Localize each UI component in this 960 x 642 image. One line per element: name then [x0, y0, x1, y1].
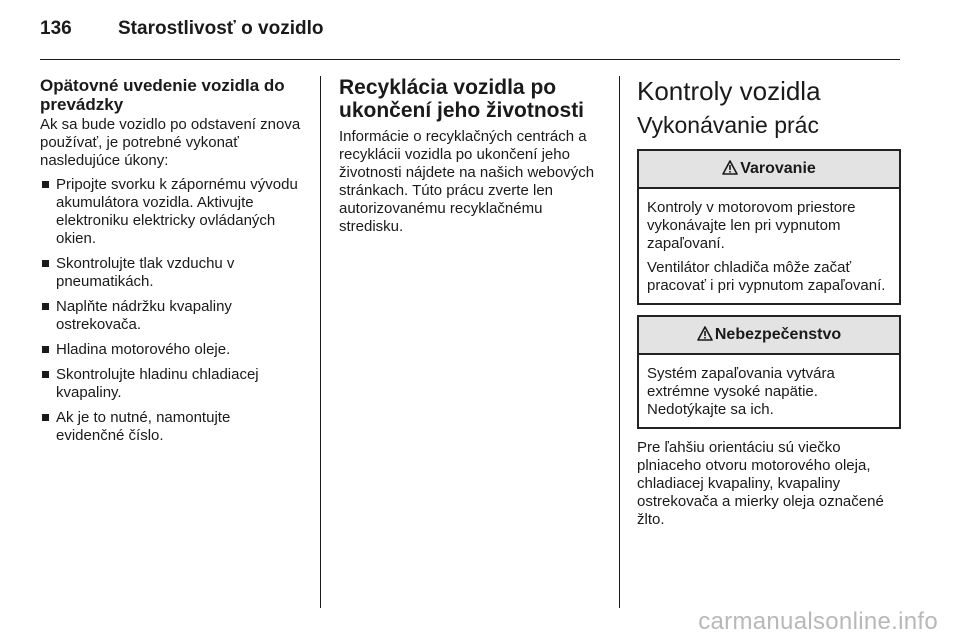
warning-box: [637, 149, 901, 305]
warning-paragraph: Ventilátor chladiča môže začať pracovať i pri vypnutom zapaľovaní.: [647, 259, 886, 294]
column-recycling: [339, 76, 607, 236]
page-header: [40, 18, 900, 48]
section-heading-recycling: Recyklácia vozidla po ukončení jeho životnosti: [339, 76, 585, 122]
color-coding-text: Pre ľahšiu orientáciu sú viečko plniaceho otvoru motorového oleja, chladiacej kvapaliny, kvapaliny ostrekovača a mierky oleja označené žlto.: [637, 439, 884, 528]
reactivation-checklist: [40, 176, 302, 445]
section-heading-reactivation: Opätovné uvedenie vozidla do prevádzky: [40, 76, 285, 114]
reactivation-intro: Ak sa bude vozidlo po odstavení znova používať, je potrebné vykonať nasledujúce úkony:: [40, 116, 301, 169]
section-heading-vehicle-checks: Kontroly vozidla: [637, 76, 821, 106]
column-divider-1: [320, 76, 321, 608]
list-item: Skontrolujte hladinu chladiacej kvapaliny.: [40, 366, 302, 402]
danger-paragraph: Systém zapaľovania vytvára extrémne vysoké napätie. Nedotýkajte sa ich.: [647, 365, 835, 418]
recycling-text: Informácie o recyklačných centrách a recyklácii vozidla po ukončení jeho životnosti nájdete na našich webových stránkach. Túto prácu zverte len autorizovanému recyklačnému stredisku.: [339, 128, 595, 235]
danger-box: [637, 315, 901, 429]
list-item: Ak je to nutné, namontujte evidenčné číslo.: [40, 409, 302, 445]
warning-triangle-icon: [697, 326, 713, 341]
subheading-performing-work: Vykonávanie prác: [637, 112, 819, 138]
danger-body: [639, 355, 899, 427]
list-item: Pripojte svorku k zápornému vývodu akumulátora vozidla. Aktivujte elektroniku elektricky ovládaných okien.: [40, 176, 302, 248]
list-item: Skontrolujte tlak vzduchu v pneumatikách.: [40, 255, 302, 291]
column-divider-2: [619, 76, 620, 608]
danger-title: Nebezpečenstvo: [714, 326, 842, 343]
header-divider: [40, 59, 900, 60]
warning-title: Varovanie: [740, 160, 816, 177]
column-reactivation: [40, 76, 302, 452]
watermark: carmanualsonline.info: [698, 608, 938, 635]
page-title: Starostlivosť o vozidlo: [118, 18, 324, 39]
page-number: 136: [40, 18, 72, 39]
warning-triangle-icon: [722, 160, 738, 175]
warning-header: [639, 151, 899, 189]
list-item: Hladina motorového oleje.: [40, 341, 302, 359]
warning-body: [639, 189, 899, 303]
column-vehicle-checks: [637, 76, 901, 529]
danger-header: [639, 317, 899, 355]
warning-paragraph: Kontroly v motorovom priestore vykonávajte len pri vypnutom zapaľovaní.: [647, 199, 856, 252]
list-item: Naplňte nádržku kvapaliny ostrekovača.: [40, 298, 302, 334]
